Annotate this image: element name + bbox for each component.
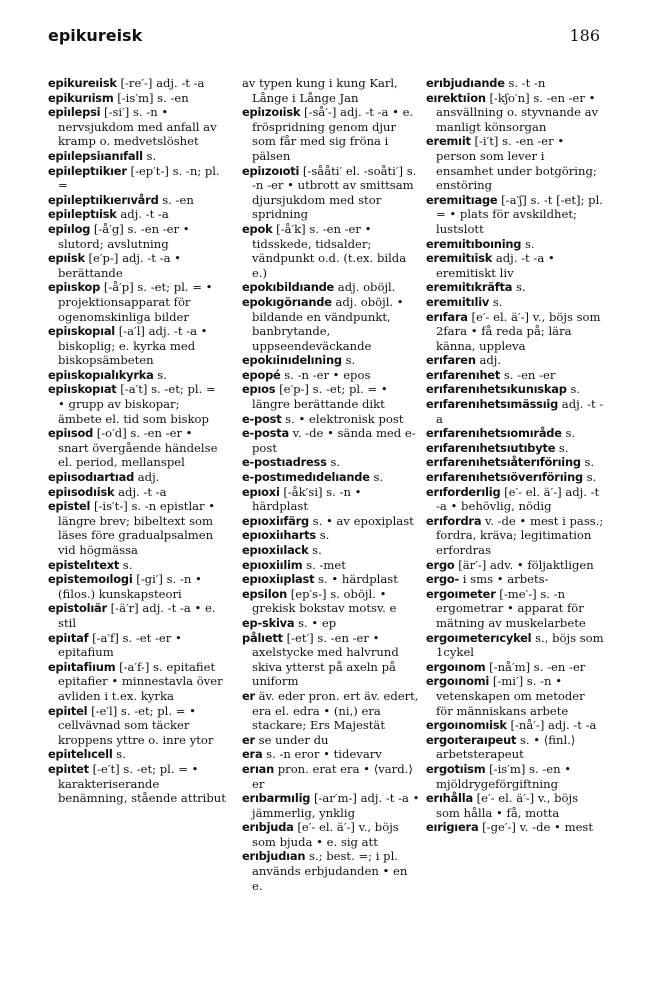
dictionary-entry: [426, 485, 604, 514]
entry-definition: adj. -t -a: [436, 397, 604, 426]
entry-definition: [-kʃo′n] s. -en -er • ansvällning o. styvnande av manligt könsorgan: [436, 90, 599, 134]
entry-headword: erıhålla: [426, 791, 473, 806]
entry-headword: epopé: [242, 367, 281, 382]
dictionary-entry: [242, 353, 420, 368]
dictionary-entry: [242, 543, 420, 558]
dictionary-entry: [426, 193, 604, 237]
entry-definition: [-å′k] s. -en -er • tidsskede, tidsalder; vändpunkt o.d. (t.ex. bilda e.): [252, 221, 407, 280]
entry-headword: epok: [242, 221, 273, 236]
entry-headword: epokıbildıande: [242, 280, 335, 295]
dictionary-entry: [242, 485, 420, 514]
entry-headword: eremıitıliv: [426, 294, 490, 309]
dictionary-entry: [48, 572, 226, 601]
entry-headword: epistel: [48, 499, 91, 514]
entry-definition: i sms • arbets-: [462, 572, 549, 587]
dictionary-entry: [242, 558, 420, 573]
entry-definition: [e′p-] s. -et; pl. = • längre berättande dikt: [252, 382, 388, 412]
entry-definition: [-nå′m] s. -en -er: [489, 659, 586, 674]
entry-definition: s. -n -er • epos: [284, 367, 371, 382]
entry-headword: erıbjuda: [242, 820, 294, 835]
entry-definition: s.: [312, 543, 322, 557]
entry-definition: [e′- el. ä′-] v., böjs som hålla • få, motta: [436, 791, 579, 820]
entry-headword: epistelıtext: [48, 557, 120, 572]
dictionary-entry: [242, 572, 420, 587]
dictionary-entry: [242, 76, 420, 105]
entry-headword: epiıleptıisk: [48, 207, 117, 222]
dictionary-entry: [426, 280, 604, 295]
dictionary-entry: [242, 528, 420, 543]
entry-headword: epiıtelıcell: [48, 747, 113, 762]
entry-definition: pron. erat era • ⟨vard.⟩ er: [252, 761, 413, 791]
entry-definition: [-e′l] s. -et; pl. = • cellvävnad som täcker kroppens yttre o. inre ytor: [58, 703, 214, 747]
entry-definition: [ep′s-] s. oböjl. • grekisk bokstav motsv. e: [252, 586, 397, 616]
entry-definition: [-a′f-] s. epitafiet epitafier • minnestavla över avliden i t.ex. kyrka: [58, 659, 223, 703]
entry-definition: s. -n eror • tidevarv: [266, 747, 382, 762]
entry-definition: s.: [319, 528, 330, 543]
dictionary-entry: [48, 164, 226, 193]
entry-definition: s. • ep: [298, 615, 337, 630]
entry-definition: s. • elektronisk post: [285, 411, 404, 426]
entry-definition: [-ep′t-] s. -n; pl. =: [58, 163, 220, 193]
entry-definition: [-nå′-] adj. -t -a: [510, 718, 597, 733]
entry-headword: eremıitıage: [426, 192, 498, 207]
dictionary-entry: [426, 91, 604, 135]
entry-headword: erıfarenıhetsımässıig: [426, 397, 559, 412]
dictionary-entry: [48, 382, 226, 426]
entry-definition: [-så′-] adj. -t -a • e. fröspridning genom djur som får med sig fröna i pälsen: [252, 105, 414, 163]
entry-headword: epıisk: [48, 251, 85, 266]
entry-headword: epiıleptıikıerıvård: [48, 192, 159, 207]
dictionary-entry: [426, 382, 604, 397]
entry-definition: s.: [122, 557, 133, 572]
entry-definition: [-a′f] s. -et -er • epitafium: [58, 630, 182, 660]
dictionary-entry: [242, 426, 420, 455]
entry-headword: ergoınomıisk: [426, 718, 507, 733]
entry-definition: [-mi′] s. -n • vetenskapen om metoder för människans arbete: [436, 674, 585, 718]
column-1: [48, 76, 226, 806]
entry-definition: s.: [570, 382, 581, 397]
entry-headword: e-postıadress: [242, 455, 327, 470]
dictionary-entry: [242, 280, 420, 295]
dictionary-entry: [48, 91, 226, 106]
dictionary-entry: [426, 310, 604, 354]
entry-headword: epiılog: [48, 221, 91, 236]
entry-headword: epsilon: [242, 586, 288, 601]
dictionary-entry: [48, 485, 226, 500]
dictionary-entry: [426, 237, 604, 252]
entry-headword: epiızoıoti: [242, 163, 300, 178]
entry-headword: eırigıera: [426, 820, 479, 835]
entry-definition: av typen kung i kung Karl, Långe i Långe Jan: [242, 76, 398, 105]
entry-headword: epıoxiıfärg: [242, 513, 309, 528]
dictionary-entry: [48, 601, 226, 630]
dictionary-entry: [426, 455, 604, 470]
dictionary-entry: [426, 295, 604, 310]
dictionary-entry: [242, 747, 420, 762]
entry-definition: v. -de • mest i pass.; fordra, kräva; legitimation erfordras: [436, 513, 604, 557]
entry-definition: s., böjs som 1cykel: [436, 630, 604, 660]
entry-definition: s. -t -n: [508, 76, 546, 90]
entry-definition: s.: [524, 236, 535, 251]
entry-headword: erıforderılig: [426, 484, 501, 499]
dictionary-entry: [426, 134, 604, 192]
entry-headword: epiıtet: [48, 761, 89, 776]
page-header: [48, 26, 600, 56]
dictionary-entry: [242, 791, 420, 820]
dictionary-entry: [426, 718, 604, 733]
column-3: [426, 76, 604, 835]
dictionary-entry: [242, 412, 420, 427]
dictionary-entry: [426, 674, 604, 718]
entry-headword: epiıleptıikıer: [48, 163, 127, 178]
entry-headword: ep-skiva: [242, 615, 295, 630]
dictionary-entry: [426, 791, 604, 820]
dictionary-entry: [242, 222, 420, 280]
entry-definition: [-a′t] s. -et; pl. = • grupp av biskopar; ämbete el. tid som biskop: [58, 382, 216, 426]
page-number: 186: [569, 26, 600, 45]
entry-definition: [-a′ʃ] s. -t [-et]; pl. = • plats för avskildhet; lustslott: [436, 192, 603, 236]
entry-definition: s.: [330, 455, 341, 470]
entry-definition: adj. -t -a • eremitiskt liv: [436, 251, 555, 280]
entry-definition: s. -en: [162, 192, 194, 207]
entry-headword: eırektıion: [426, 90, 486, 105]
dictionary-entry: [426, 441, 604, 456]
entry-definition: adj.: [137, 470, 160, 485]
entry-definition: s. -en -er: [503, 367, 556, 382]
entry-headword: pålıett: [242, 630, 283, 645]
dictionary-entry: [48, 426, 226, 470]
entry-headword: epıoxiılim: [242, 557, 303, 572]
entry-headword: eremıitıkräfta: [426, 280, 513, 295]
entry-definition: s.: [558, 440, 569, 455]
entry-headword: erıfarenıhetsıutıbyte: [426, 440, 556, 455]
entry-definition: adj.: [479, 353, 502, 368]
entry-headword: ergoımeter: [426, 586, 496, 601]
entry-headword: erıfara: [426, 309, 468, 324]
entry-definition: [-åk′si] s. -n • härdplast: [252, 484, 362, 514]
entry-definition: [-is′t-] s. -n epistlar • längre brev; bibeltext som läses före gradualpsalmen vid högmässa: [58, 499, 216, 557]
entry-headword: epiısodıartıad: [48, 470, 135, 485]
entry-definition: s.: [345, 353, 356, 368]
entry-definition: [e′- el. ä′-] v., böjs som 2fara • få reda på; lära känna, uppleva: [436, 309, 601, 353]
entry-definition: [-me′-] s. -n ergometrar • apparat för mätning av muskelarbete: [436, 586, 586, 630]
entry-headword: epikureıisk: [48, 76, 117, 90]
entry-definition: s.: [116, 747, 126, 762]
entry-definition: s.: [492, 294, 503, 309]
dictionary-entry: [48, 368, 226, 383]
entry-headword: epikurıism: [48, 90, 114, 105]
entry-headword: ergo-: [426, 572, 460, 587]
dictionary-entry: [48, 193, 226, 208]
dictionary-entry: [48, 499, 226, 557]
dictionary-entry: [48, 222, 226, 251]
entry-definition: s.: [565, 426, 576, 441]
entry-definition: [-gi′] s. -n • (filos.) kunskapsteori: [58, 572, 202, 601]
dictionary-entry: [426, 558, 604, 573]
dictionary-entry: [242, 164, 420, 222]
entry-headword: ergo: [426, 557, 455, 572]
entry-headword: epiıskop: [48, 280, 101, 295]
dictionary-entry: [242, 470, 420, 485]
dictionary-entry: [242, 587, 420, 616]
entry-headword: erıbjudıande: [426, 76, 505, 90]
entry-headword: epiılepsi: [48, 105, 101, 120]
entry-headword: epiısod: [48, 426, 94, 441]
dictionary-entry: [426, 470, 604, 485]
entry-headword: epiıskopıat: [48, 382, 117, 397]
dictionary-entry: [426, 368, 604, 383]
entry-definition: s. • av epoxiplast: [312, 513, 414, 528]
dictionary-entry: [242, 631, 420, 689]
dictionary-entry: [426, 587, 604, 631]
entry-headword: erıfaren: [426, 353, 476, 368]
entry-definition: adj. oböjl. • bildande en vändpunkt, banbrytande, uppseendeväckande: [252, 294, 404, 353]
entry-headword: epiıtafiıum: [48, 659, 116, 674]
entry-headword: eremıitıisk: [426, 251, 493, 266]
entry-headword: e-post: [242, 411, 282, 426]
dictionary-entry: [426, 820, 604, 835]
dictionary-entry: [426, 660, 604, 675]
entry-definition: [-re′-] adj. -t -a: [120, 76, 205, 90]
entry-definition: adj. -t -a: [118, 484, 167, 499]
dictionary-entry: [242, 514, 420, 529]
dictionary-entry: [48, 704, 226, 748]
entry-definition: s. -met: [306, 557, 346, 572]
dictionary-entry: [242, 689, 420, 733]
dictionary-entry: [426, 426, 604, 441]
entry-headword: eremıitıboıning: [426, 236, 522, 251]
entry-headword: ergoımeterıcykel: [426, 630, 532, 645]
entry-headword: epıoxiılack: [242, 543, 309, 557]
dictionary-entry: [48, 660, 226, 704]
dictionary-entry: [48, 324, 226, 368]
entry-headword: er: [242, 732, 255, 747]
entry-definition: äv. eder pron. ert äv. edert, era el. edra • (ni,) era stackare; Ers Majestät: [252, 688, 419, 733]
dictionary-entry: [48, 631, 226, 660]
entry-definition: s.: [586, 470, 597, 485]
entry-definition: [-a′l] adj. -t -a • biskoplig; e. kyrka med biskopsämbeten: [58, 324, 208, 368]
dictionary-entry: [242, 368, 420, 383]
entry-definition: s.: [373, 470, 384, 485]
entry-definition: [-is′m] s. -en: [117, 90, 189, 105]
dictionary-entry: [242, 295, 420, 353]
dictionary-entry: [426, 397, 604, 426]
entry-headword: epokıgörıande: [242, 294, 332, 309]
dictionary-entry: [48, 558, 226, 573]
dictionary-entry: [48, 251, 226, 280]
dictionary-entry: [242, 382, 420, 411]
entry-headword: era: [242, 747, 263, 762]
entry-headword: erıfarenıhetsıomıråde: [426, 426, 562, 441]
entry-definition: [-e′t] s. -et; pl. = • karakteriserande benämning, stående attribut: [58, 761, 226, 806]
entry-definition: [-å′g] s. -en -er • slutord; avslutning: [58, 221, 190, 251]
entry-definition: s.: [515, 280, 526, 295]
dictionary-entry: [426, 353, 604, 368]
dictionary-entry: [426, 76, 604, 91]
dictionary-entry: [242, 849, 420, 893]
entry-definition: [-et′] s. -en -er • axelstycke med halvrund skiva ytterst på axeln på uniform: [252, 630, 399, 689]
dictionary-entry: [48, 105, 226, 149]
dictionary-entry: [426, 251, 604, 280]
dictionary-entry: [426, 733, 604, 762]
entry-headword: erıan: [242, 761, 275, 776]
dictionary-entry: [48, 747, 226, 762]
dictionary-entry: [48, 149, 226, 164]
entry-definition: [-o′d] s. -en -er • snart övergående händelse el. period, mellanspel: [58, 426, 218, 470]
entry-headword: epıoxiıplast: [242, 572, 315, 587]
dictionary-entry: [242, 616, 420, 631]
dictionary-entry: [48, 207, 226, 222]
entry-definition: s.: [157, 367, 167, 382]
entry-definition: [-si′] s. -n • nervsjukdom med anfall av kramp o. medvetslöshet: [58, 105, 217, 149]
dictionary-entry: [242, 762, 420, 791]
entry-headword: epiısodıisk: [48, 484, 115, 499]
entry-headword: epıoxi: [242, 484, 280, 499]
entry-headword: ergoınom: [426, 659, 486, 674]
entry-headword: epistemoılogi: [48, 572, 133, 587]
entry-definition: [-sååti′ el. -soåti′] s. -n -er • utbrott av smittsam djursjukdom med stor spridning: [252, 163, 417, 222]
entry-definition: s.: [584, 455, 595, 470]
entry-definition: [-å′p] s. -et; pl. = • projektionsapparat för ogenomskinliga bilder: [58, 280, 213, 324]
dictionary-entry: [242, 733, 420, 748]
entry-definition: adj. oböjl.: [337, 280, 396, 295]
dictionary-entry: [426, 514, 604, 558]
entry-definition: s. • härdplast: [318, 572, 398, 587]
entry-definition: [-ar′m-] adj. -t -a • jämmerlig, ynklig: [252, 791, 420, 820]
entry-definition: [-i′t] s. -en -er • person som lever i ensamhet under botgöring; enstöring: [436, 134, 597, 193]
entry-definition: [-ge′-] v. -de • mest: [482, 820, 594, 835]
entry-headword: eremıit: [426, 134, 471, 149]
entry-headword: epistolıär: [48, 601, 107, 616]
entry-headword: epiıtel: [48, 703, 88, 718]
entry-headword: er: [242, 688, 255, 703]
entry-headword: epiıskopıalıkyrka: [48, 367, 154, 382]
entry-headword: ergoınomi: [426, 674, 490, 689]
entry-headword: epiıtaf: [48, 630, 89, 645]
guide-word: epikureisk: [48, 26, 143, 45]
entry-headword: erıfarenıhet: [426, 367, 501, 382]
entry-headword: erıbarmılig: [242, 791, 311, 806]
entry-definition: [e′- el. ä′-] v., böjs som bjuda • e. sig att: [252, 820, 399, 849]
entry-headword: ergoıteraıpeut: [426, 732, 517, 747]
entry-headword: erıfarenıhetsıåterıförıing: [426, 455, 581, 470]
dictionary-entry: [426, 631, 604, 660]
entry-definition: se under du: [258, 732, 329, 747]
dictionary-entry: [426, 572, 604, 587]
entry-headword: epokıinıdelıning: [242, 353, 342, 368]
entry-definition: adj. -t -a: [120, 207, 169, 222]
entry-definition: s.; best. =; i pl. används erbjudanden • en e.: [252, 849, 408, 893]
entry-headword: erıfarenıhetsıkunıskap: [426, 382, 567, 397]
dictionary-entry: [48, 280, 226, 324]
entry-definition: s.: [146, 148, 157, 163]
entry-headword: epıoxiıharts: [242, 528, 317, 543]
entry-headword: epiıskopıal: [48, 324, 116, 339]
entry-definition: s. • ⟨finl.⟩ arbetsterapeut: [436, 732, 576, 762]
entry-headword: erıfarenıhetsıöverıförıing: [426, 470, 583, 485]
entry-headword: epıos: [242, 382, 276, 397]
entry-definition: [e′- el. ä′-] adj. -t -a • behövlig, nödig: [436, 484, 600, 514]
dictionary-entry: [242, 455, 420, 470]
dictionary-entry: [48, 76, 226, 91]
dictionary-entry: [242, 105, 420, 163]
entry-headword: erıbjudıan: [242, 849, 306, 864]
entry-headword: e-postımedıdelıande: [242, 470, 370, 485]
column-2: [242, 76, 420, 893]
entry-headword: epiızoıisk: [242, 105, 301, 120]
entry-definition: [-ä′r] adj. -t -a • e. stil: [58, 601, 216, 630]
dictionary-entry: [48, 762, 226, 806]
entry-headword: epiılepsiıanıfall: [48, 148, 143, 163]
entry-definition: [e′p-] adj. -t -a • berättande: [58, 251, 182, 280]
entry-headword: erıfordra: [426, 513, 482, 528]
entry-definition: [är′-] adv. • följaktligen: [458, 557, 594, 572]
entry-definition: [-is′m] s. -en • mjöldrygeförgiftning: [436, 761, 572, 791]
entry-definition: v. -de • sända med e-post: [252, 426, 416, 455]
dictionary-entry: [48, 470, 226, 485]
entry-headword: e-posta: [242, 426, 289, 441]
dictionary-entry: [242, 820, 420, 849]
dictionary-entry: [426, 762, 604, 791]
entry-headword: ergotıism: [426, 761, 486, 776]
